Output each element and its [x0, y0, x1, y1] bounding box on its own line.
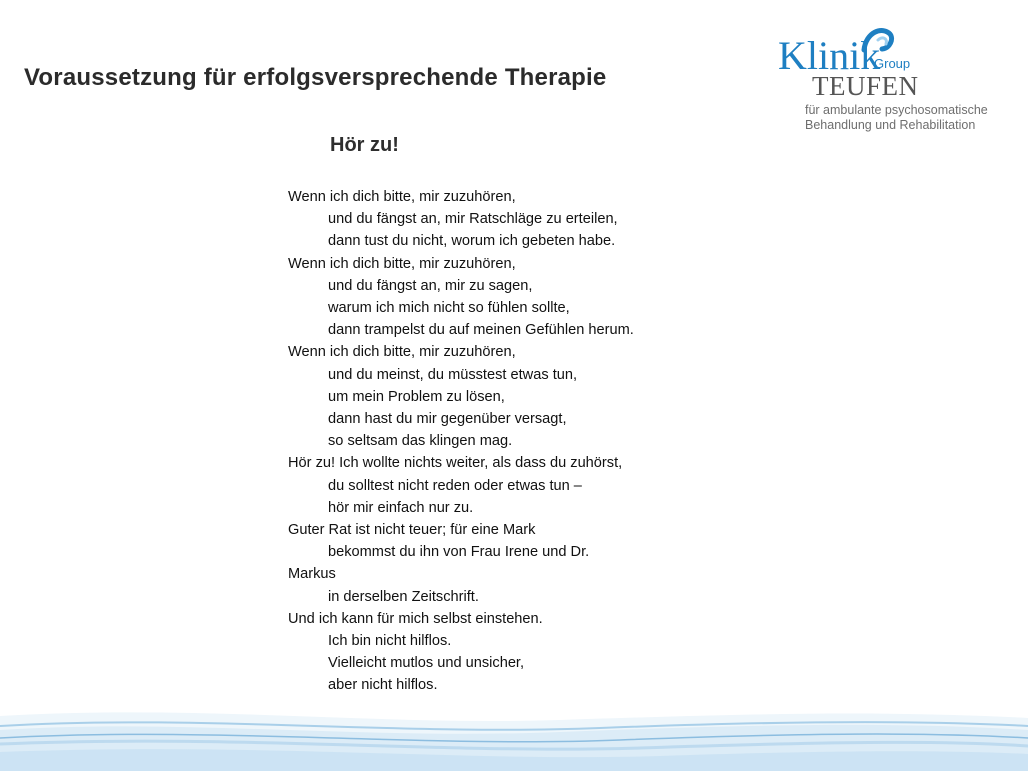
logo-group-text: Group	[874, 56, 911, 71]
decorative-wave-footer	[0, 696, 1028, 771]
poem-line: so seltsam das klingen mag.	[328, 433, 513, 450]
poem-line: Wenn ich dich bitte, mir zuzuhören,	[288, 255, 516, 272]
poem-line: aber nicht hilflos.	[328, 677, 438, 694]
poem-line: dann trampelst du auf meinen Gefühlen herum.	[328, 322, 634, 339]
poem-line: hör mir einfach nur zu.	[328, 499, 474, 516]
poem-heading: Hör zu!	[330, 134, 399, 156]
poem-line: dann hast du mir gegenüber versagt,	[328, 411, 567, 428]
poem-line: um mein Problem zu lösen,	[328, 388, 505, 405]
klinik-teufen-logo	[778, 22, 1018, 132]
logo-klinik-text: Klinik	[778, 33, 881, 78]
logo-tagline	[805, 103, 988, 133]
poem-line: und du fängst an, mir zu sagen,	[328, 277, 533, 294]
logo-tagline-line-1: für ambulante psychosomatische	[805, 103, 988, 117]
poem-line: dann tust du nicht, worum ich gebeten habe.	[328, 233, 616, 250]
poem-line: warum ich mich nicht so fühlen sollte,	[328, 300, 570, 317]
poem-body	[288, 186, 768, 697]
poem-line: bekommst du ihn von Frau Irene und Dr.	[328, 544, 590, 561]
logo-tagline-line-2: Behandlung und Rehabilitation	[805, 118, 976, 132]
poem-line: Hör zu! Ich wollte nichts weiter, als dass du zuhörst,	[288, 455, 623, 472]
poem-line: du solltest nicht reden oder etwas tun –	[328, 477, 582, 494]
poem-line: Und ich kann für mich selbst einstehen.	[288, 610, 543, 627]
poem-line: Wenn ich dich bitte, mir zuzuhören,	[288, 189, 516, 205]
poem-line: Vielleicht mutlos und unsicher,	[328, 655, 525, 672]
poem-line: und du fängst an, mir Ratschläge zu erteilen,	[328, 211, 618, 228]
poem-line: in derselben Zeitschrift.	[328, 588, 479, 605]
slide-title: Voraussetzung für erfolgsversprechende Therapie	[24, 64, 607, 91]
poem-line: und du meinst, du müsstest etwas tun,	[328, 366, 578, 383]
poem-line: Wenn ich dich bitte, mir zuzuhören,	[288, 344, 516, 361]
poem-line: Ich bin nicht hilflos.	[328, 633, 452, 650]
poem-line: Markus	[288, 566, 336, 583]
logo-teufen-text: TEUFEN	[812, 71, 919, 101]
poem-line: Guter Rat ist nicht teuer; für eine Mark	[288, 522, 536, 539]
